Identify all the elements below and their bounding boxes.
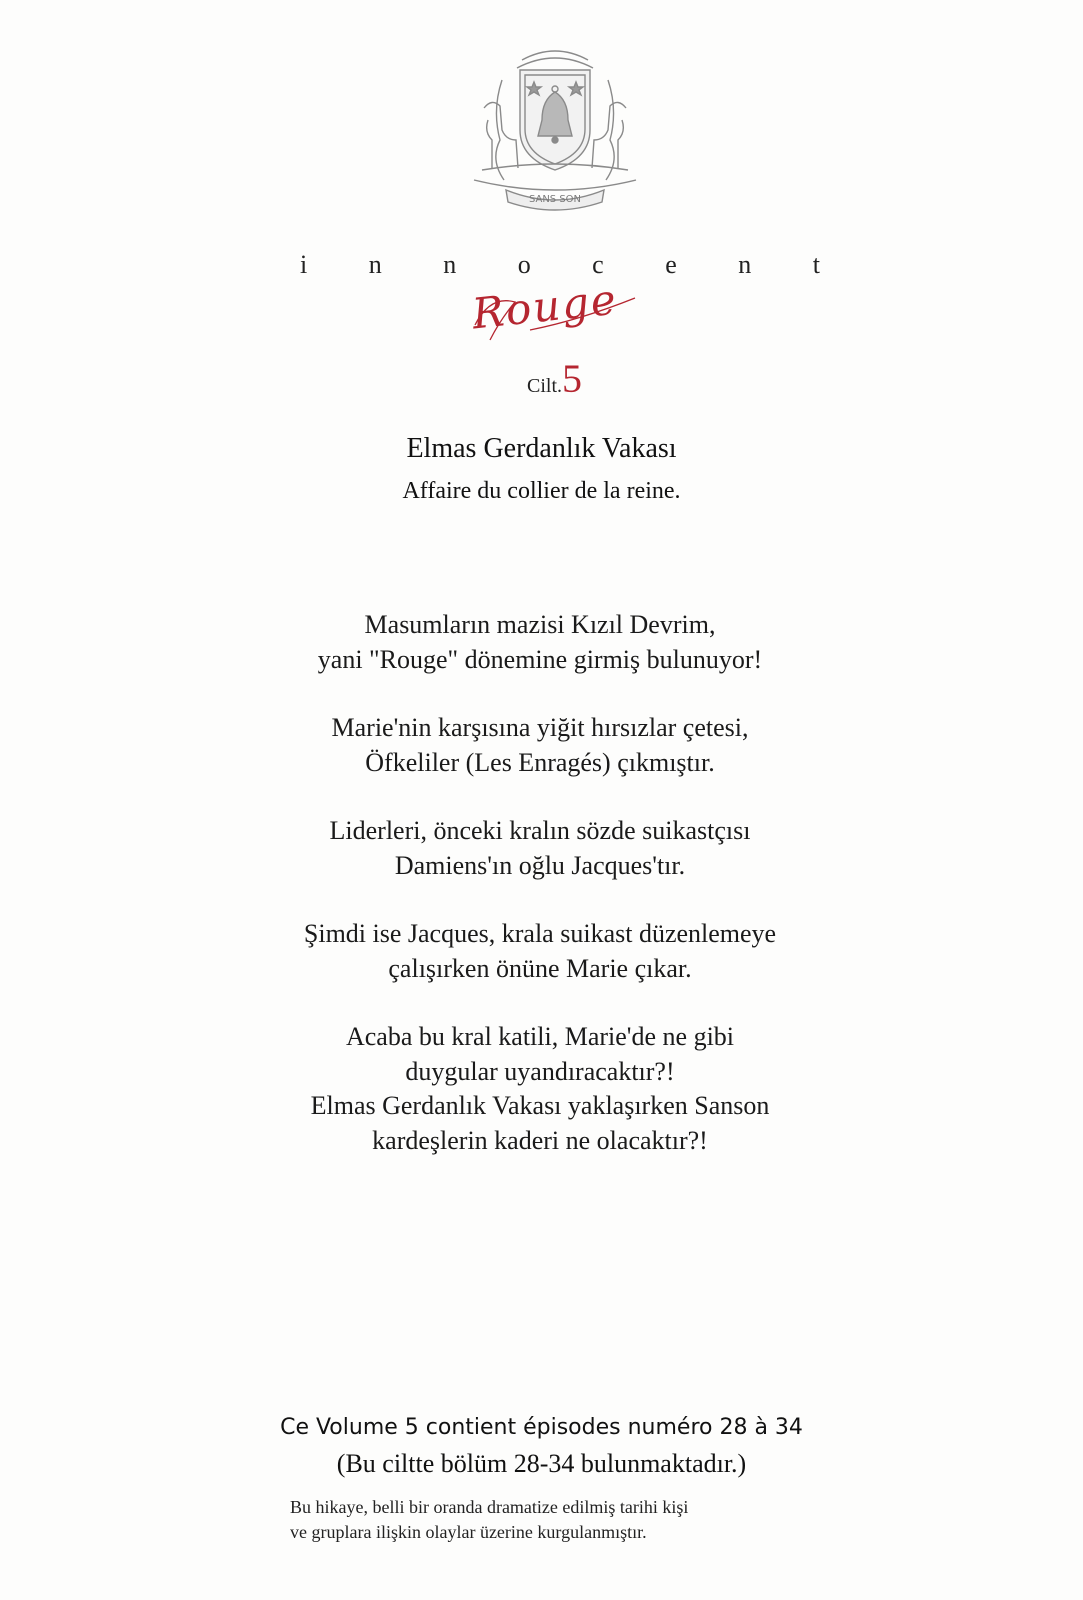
synopsis-line: Şimdi ise Jacques, krala suikast düzenlemeye: [303, 919, 777, 948]
series-letter: n: [738, 250, 752, 279]
synopsis-paragraph: [190, 608, 890, 677]
synopsis-line: Öfkeliler (Les Enragés) çıkmıştır.: [365, 747, 715, 777]
synopsis-line: duygular uyandıracaktır?!: [405, 1056, 675, 1086]
synopsis-paragraph: [190, 917, 890, 986]
synopsis-line: Elmas Gerdanlık Vakası yaklaşırken Sanson: [310, 1091, 770, 1120]
volume-indicator: [527, 355, 582, 402]
disclaimer-line: Bu hikaye, belli bir oranda dramatize edilmiş tarihi kişi: [290, 1497, 689, 1517]
series-letter: n: [368, 250, 382, 279]
synopsis-line: kardeşlerin kaderi ne olacaktır?!: [372, 1125, 708, 1155]
crest-motto: SANS SON: [528, 194, 582, 205]
volume-contents-french: Ce Volume 5 contient épisodes numéro 28 à 34: [280, 1415, 803, 1440]
fiction-disclaimer: [290, 1495, 850, 1545]
coat-of-arms-crest: [462, 40, 648, 216]
series-letter: i: [300, 250, 308, 279]
synopsis-line: Marie'nin karşısına yiğit hırsızlar çetesi,: [331, 713, 749, 742]
series-letter: n: [443, 250, 457, 279]
synopsis-line: yani "Rouge" dönemine girmiş bulunuyor!: [317, 644, 763, 674]
synopsis-line: Masumların mazisi Kızıl Devrim,: [364, 610, 716, 639]
series-title-letters: [300, 250, 820, 280]
synopsis-line: Damiens'ın oğlu Jacques'tır.: [394, 850, 686, 880]
book-subtitle: Affaire du collier de la reine.: [402, 478, 681, 504]
series-letter: c: [592, 250, 604, 279]
series-letter: t: [812, 250, 820, 279]
synopsis-line: çalışırken önüne Marie çıkar.: [388, 953, 692, 983]
synopsis-paragraph: [190, 1020, 890, 1158]
series-rouge-script: Rouge: [469, 274, 620, 339]
synopsis-paragraph: [190, 711, 890, 780]
volume-number: 5: [562, 356, 583, 401]
synopsis: [190, 608, 890, 1192]
volume-contents-turkish: (Bu ciltte bölüm 28-34 bulunmaktadır.): [336, 1449, 747, 1478]
series-letter: o: [517, 250, 531, 279]
synopsis-paragraph: [190, 814, 890, 883]
book-title: Elmas Gerdanlık Vakası: [406, 433, 677, 464]
disclaimer-line: ve gruplara ilişkin olaylar üzerine kurgulanmıştır.: [290, 1522, 647, 1542]
synopsis-line: Liderleri, önceki kralın sözde suikastçısı: [329, 816, 751, 845]
synopsis-line: Acaba bu kral katili, Marie'de ne gibi: [345, 1022, 735, 1051]
series-letter: e: [665, 250, 677, 279]
volume-label: Cilt.: [527, 375, 563, 397]
